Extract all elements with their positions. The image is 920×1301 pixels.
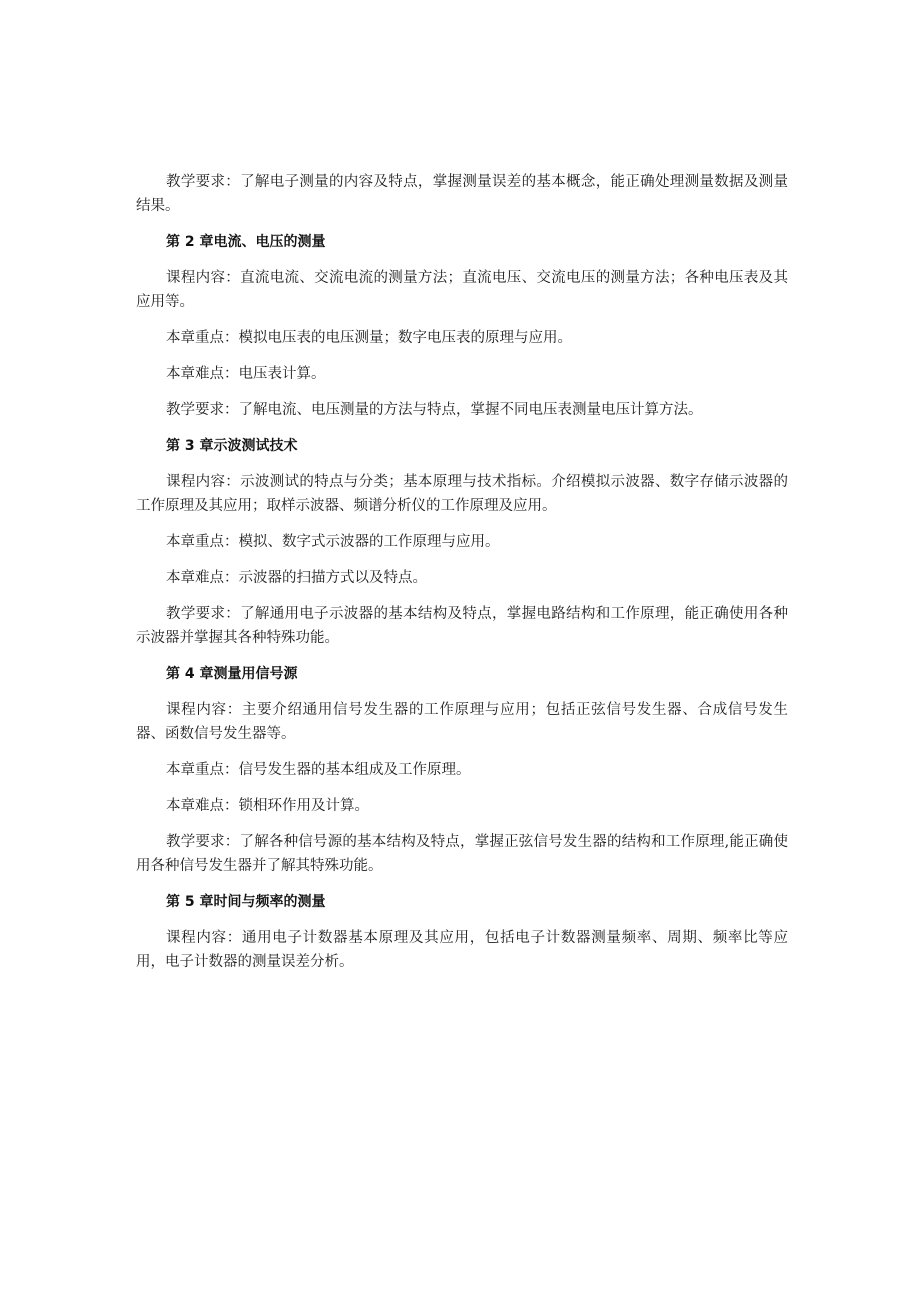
paragraph: 教学要求：了解电子测量的内容及特点，掌握测量误差的基本概念，能正确处理测量数据及测量结果。 <box>136 174 788 214</box>
paragraph: 本章难点：示波器的扫描方式以及特点。 <box>166 570 427 586</box>
paragraph: 教学要求：了解各种信号源的基本结构及特点，掌握正弦信号发生器的结构和工作原理,能正确使用各种信号发生器并了解其特殊功能。 <box>136 834 788 874</box>
paragraph: 本章重点：信号发生器的基本组成及工作原理。 <box>166 762 471 778</box>
paragraph: 课程内容：通用电子计数器基本原理及其应用，包括电子计数器测量频率、周期、频率比等应用，电子计数器的测量误差分析。 <box>136 930 788 970</box>
chapter-heading: 第 4 章测量用信号源 <box>166 666 298 682</box>
paragraph: 课程内容：主要介绍通用信号发生器的工作原理与应用；包括正弦信号发生器、合成信号发生器、函数信号发生器等。 <box>136 702 788 742</box>
paragraph: 本章难点：锁相环作用及计算。 <box>166 798 369 814</box>
paragraph: 课程内容：直流电流、交流电流的测量方法；直流电压、交流电压的测量方法；各种电压表及其应用等。 <box>136 270 788 310</box>
paragraph: 本章重点：模拟、数字式示波器的工作原理与应用。 <box>166 534 500 550</box>
chapter-heading: 第 3 章示波测试技术 <box>166 438 298 454</box>
chapter-heading: 第 2 章电流、电压的测量 <box>166 234 326 250</box>
paragraph: 课程内容：示波测试的特点与分类；基本原理与技术指标。介绍模拟示波器、数字存储示波器的工作原理及其应用；取样示波器、频谱分析仪的工作原理及应用。 <box>136 474 788 514</box>
paragraph: 教学要求：了解通用电子示波器的基本结构及特点，掌握电路结构和工作原理，能正确使用各种示波器并掌握其各种特殊功能。 <box>136 606 788 646</box>
chapter-heading: 第 5 章时间与频率的测量 <box>166 894 326 910</box>
paragraph: 本章重点：模拟电压表的电压测量；数字电压表的原理与应用。 <box>166 330 572 346</box>
document-body <box>136 170 788 986</box>
paragraph: 本章难点：电压表计算。 <box>166 366 326 382</box>
paragraph: 教学要求：了解电流、电压测量的方法与特点，掌握不同电压表测量电压计算方法。 <box>166 402 703 418</box>
